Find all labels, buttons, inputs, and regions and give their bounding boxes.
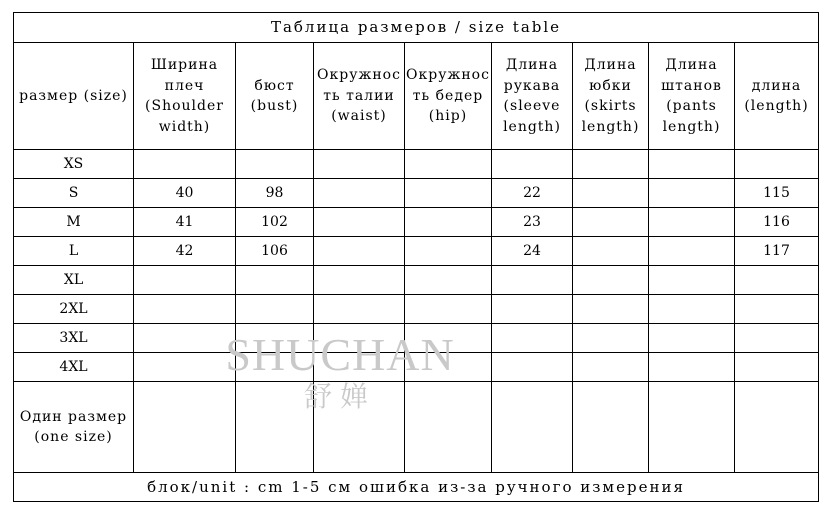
table-cell bbox=[649, 382, 735, 473]
size-label: XS bbox=[14, 150, 134, 179]
table-cell bbox=[649, 179, 735, 208]
table-cell bbox=[573, 150, 649, 179]
size-label: 2XL bbox=[14, 295, 134, 324]
header-skirts-length: Длина юбки (skirts length) bbox=[573, 43, 649, 150]
table-row bbox=[14, 324, 819, 353]
table-cell bbox=[735, 324, 819, 353]
header-length: длина (length) bbox=[735, 43, 819, 150]
table-cell bbox=[314, 150, 405, 179]
table-cell bbox=[134, 324, 236, 353]
table-cell bbox=[573, 382, 649, 473]
table-row bbox=[14, 237, 819, 266]
table-cell bbox=[314, 179, 405, 208]
header-pants-length: Длина штанов (pants length) bbox=[649, 43, 735, 150]
table-cell bbox=[492, 150, 573, 179]
table-cell bbox=[649, 150, 735, 179]
table-cell bbox=[405, 150, 492, 179]
table-row bbox=[14, 150, 819, 179]
table-row bbox=[14, 208, 819, 237]
table-row bbox=[14, 295, 819, 324]
table-cell bbox=[492, 266, 573, 295]
table-cell bbox=[236, 295, 314, 324]
table-cell bbox=[405, 237, 492, 266]
table-cell bbox=[735, 353, 819, 382]
table-cell bbox=[573, 353, 649, 382]
table-cell bbox=[649, 237, 735, 266]
table-title: Таблица размеров / size table bbox=[14, 13, 819, 43]
table-cell: 102 bbox=[236, 208, 314, 237]
header-waist: Окружность талии (waist) bbox=[314, 43, 405, 150]
table-cell bbox=[735, 382, 819, 473]
table-cell bbox=[405, 382, 492, 473]
table-cell bbox=[314, 353, 405, 382]
table-cell bbox=[314, 295, 405, 324]
table-cell bbox=[405, 266, 492, 295]
table-cell bbox=[735, 266, 819, 295]
table-row bbox=[14, 179, 819, 208]
table-cell bbox=[236, 266, 314, 295]
table-cell bbox=[236, 150, 314, 179]
table-cell bbox=[314, 237, 405, 266]
size-label: 3XL bbox=[14, 324, 134, 353]
table-cell bbox=[649, 208, 735, 237]
table-cell bbox=[573, 208, 649, 237]
header-hip: Окружность бедер (hip) bbox=[405, 43, 492, 150]
table-cell bbox=[405, 353, 492, 382]
table-cell bbox=[492, 382, 573, 473]
table-cell bbox=[314, 266, 405, 295]
header-shoulder-width: Ширина плеч (Shoulder width) bbox=[134, 43, 236, 150]
size-table bbox=[13, 12, 819, 502]
table-footer-note: блок/unit : cm 1-5 см ошибка из-за ручного измерения bbox=[14, 473, 819, 502]
table-cell bbox=[236, 353, 314, 382]
table-cell bbox=[492, 295, 573, 324]
table-cell bbox=[134, 295, 236, 324]
table-cell: 40 bbox=[134, 179, 236, 208]
table-cell bbox=[573, 237, 649, 266]
header-size: размер (size) bbox=[14, 43, 134, 150]
table-cell bbox=[405, 208, 492, 237]
table-cell bbox=[314, 324, 405, 353]
size-label: Один размер (one size) bbox=[14, 382, 134, 473]
table-cell bbox=[314, 382, 405, 473]
table-cell bbox=[573, 324, 649, 353]
table-cell bbox=[573, 179, 649, 208]
table-cell bbox=[573, 295, 649, 324]
table-row bbox=[14, 382, 819, 473]
table-cell bbox=[405, 295, 492, 324]
table-row bbox=[14, 266, 819, 295]
table-cell bbox=[134, 266, 236, 295]
table-cell: 41 bbox=[134, 208, 236, 237]
table-cell bbox=[134, 353, 236, 382]
table-cell bbox=[649, 324, 735, 353]
table-cell: 42 bbox=[134, 237, 236, 266]
table-cell bbox=[573, 266, 649, 295]
header-row bbox=[14, 43, 819, 150]
size-label: S bbox=[14, 179, 134, 208]
table-cell: 24 bbox=[492, 237, 573, 266]
size-label: M bbox=[14, 208, 134, 237]
table-cell: 23 bbox=[492, 208, 573, 237]
table-cell: 98 bbox=[236, 179, 314, 208]
header-bust: бюст (bust) bbox=[236, 43, 314, 150]
table-cell bbox=[134, 382, 236, 473]
size-label: L bbox=[14, 237, 134, 266]
table-cell: 115 bbox=[735, 179, 819, 208]
table-cell: 116 bbox=[735, 208, 819, 237]
table-cell bbox=[236, 324, 314, 353]
table-cell: 106 bbox=[236, 237, 314, 266]
size-label: 4XL bbox=[14, 353, 134, 382]
table-cell bbox=[735, 150, 819, 179]
table-cell bbox=[649, 266, 735, 295]
table-cell bbox=[236, 382, 314, 473]
table-cell bbox=[405, 324, 492, 353]
table-cell bbox=[314, 208, 405, 237]
size-label: XL bbox=[14, 266, 134, 295]
table-cell bbox=[649, 353, 735, 382]
table-cell bbox=[649, 295, 735, 324]
table-row bbox=[14, 353, 819, 382]
table-cell bbox=[735, 295, 819, 324]
header-sleeve-length: Длина рукава (sleeve length) bbox=[492, 43, 573, 150]
watermark-chinese: 舒婵 bbox=[303, 380, 376, 413]
table-cell bbox=[134, 150, 236, 179]
size-chart bbox=[13, 12, 818, 501]
watermark-latin: SHUCHAN bbox=[225, 329, 455, 380]
table-cell bbox=[492, 324, 573, 353]
table-cell bbox=[405, 179, 492, 208]
table-cell: 22 bbox=[492, 179, 573, 208]
table-cell: 117 bbox=[735, 237, 819, 266]
table-cell bbox=[492, 353, 573, 382]
